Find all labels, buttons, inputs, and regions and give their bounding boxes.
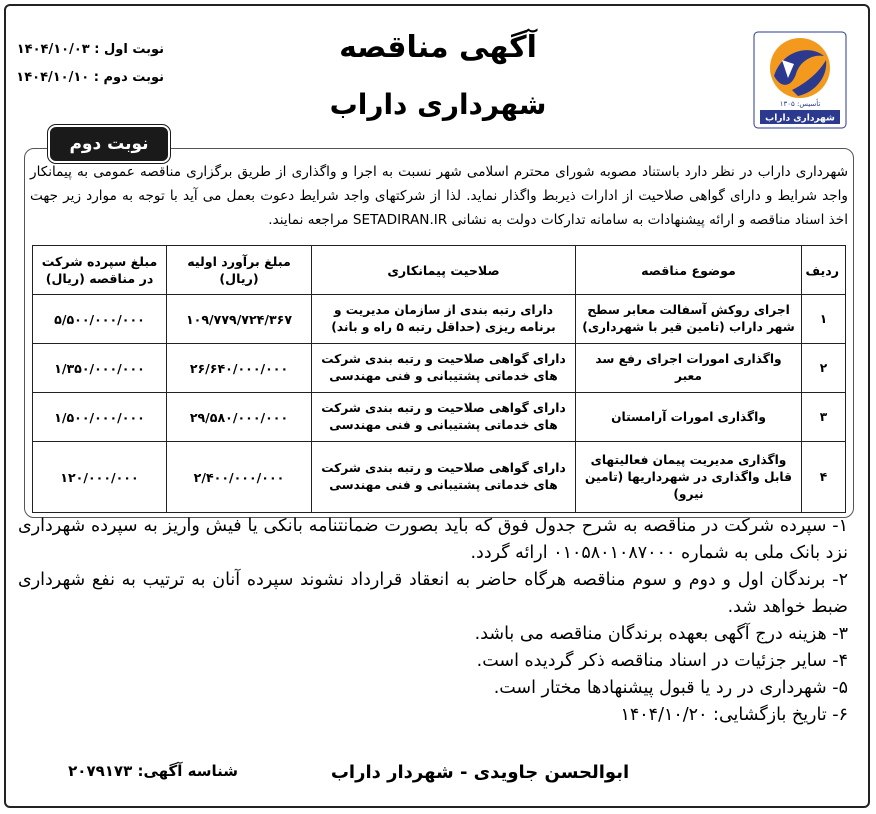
estimate-amount: ۲۹/۵۸۰/۰۰۰/۰۰۰ xyxy=(167,393,312,442)
deposit-amount: ۱/۳۵۰/۰۰۰/۰۰۰ xyxy=(33,344,167,393)
ad-id-label: شناسه آگهی: xyxy=(137,762,238,780)
col-header-subject: موضوع مناقصه xyxy=(576,246,802,295)
condition-item: ۶- تاریخ بازگشایی: ۱۴۰۴/۱۰/۲۰ xyxy=(620,705,848,725)
intro-paragraph: شهرداری داراب در نظر دارد باستناد مصوبه شورای محترم اسلامی شهر نسبت به اجرا و واگذاری از طریق برگزاری مناقصه عمومی به پیمانکار واجد شرایط و دارای گواهی صلاحیت از ادارات ذیربط واگذار نماید. لذا از شرکتهای واجد شرایط دعوت بعمل می آید با توجه به موارد زیر جهت اخذ اسناد مناقصه و ارائه پیشنهادات به سامانه تدارکات دولت به نشانی SETADIRAN.IR مراجعه نمایند. xyxy=(30,164,848,228)
condition-item: ۳- هزینه درج آگهی بعهده برندگان مناقصه می باشد. xyxy=(474,624,848,644)
deposit-amount: ۱/۵۰۰/۰۰۰/۰۰۰ xyxy=(33,393,167,442)
logo-founded-text: تأسیس: ۱۳۰۵ xyxy=(779,100,821,108)
ad-identifier xyxy=(38,762,238,780)
publication-dates xyxy=(14,36,164,92)
contractor-qualification: دارای گواهی صلاحیت و رتبه بندی شرکت های خدماتی پشتیبانی و فنی مهندسی xyxy=(312,442,576,513)
row-number: ۴ xyxy=(802,442,846,513)
round1-date: ۱۴۰۴/۱۰/۰۳ xyxy=(16,42,90,57)
condition-item: ۴- سایر جزئیات در اسناد مناقصه ذکر گردیده است. xyxy=(476,651,848,671)
tender-subject: اجرای روکش آسفالت معابر سطح شهر داراب (تامین قیر با شهرداری) xyxy=(576,295,802,344)
table-row xyxy=(33,344,846,393)
col-header-estimate: مبلغ برآورد اولیه (ریال) xyxy=(167,246,312,295)
municipality-logo xyxy=(752,30,848,130)
contractor-qualification: دارای رتبه بندی از سازمان مدیریت و برنامه ریزی (حداقل رتبه ۵ راه و باند) xyxy=(312,295,576,344)
table-header-row xyxy=(33,246,846,295)
row-number: ۳ xyxy=(802,393,846,442)
deposit-amount: ۱۲۰/۰۰۰/۰۰۰ xyxy=(33,442,167,513)
table-row xyxy=(33,295,846,344)
row-number: ۱ xyxy=(802,295,846,344)
condition-item: ۵- شهرداری در رد یا قبول پیشنهادها مختار است. xyxy=(493,678,848,698)
page-subtitle: شهرداری داراب xyxy=(329,88,547,121)
round2-label: نوبت دوم : xyxy=(93,70,164,85)
round2-row xyxy=(14,64,164,92)
conditions-list xyxy=(18,513,848,729)
contractor-qualification: دارای گواهی صلاحیت و رتبه بندی شرکت های خدماتی پشتیبانی و فنی مهندسی xyxy=(312,344,576,393)
col-header-qualification: صلاحیت پیمانکاری xyxy=(312,246,576,295)
table-row xyxy=(33,442,846,513)
deposit-amount: ۵/۵۰۰/۰۰۰/۰۰۰ xyxy=(33,295,167,344)
col-header-deposit: مبلغ سپرده شرکت در مناقصه (ریال) xyxy=(33,246,167,295)
estimate-amount: ۲۶/۶۴۰/۰۰۰/۰۰۰ xyxy=(167,344,312,393)
tender-subject: واگذاری مدیریت پیمان فعالیتهای قابل واگذاری در شهرداریها (تامین نیرو) xyxy=(576,442,802,513)
tender-subject: واگذاری امورات اجرای رفع سد معبر xyxy=(576,344,802,393)
logo-caption-text: شهرداری داراب xyxy=(765,113,835,124)
estimate-amount: ۲/۴۰۰/۰۰۰/۰۰۰ xyxy=(167,442,312,513)
ad-id-value: ۲۰۷۹۱۷۳ xyxy=(68,762,133,780)
condition-item: ۲- برندگان اول و دوم و سوم مناقصه هرگاه حاضر به انعقاد قرارداد نشوند سپرده آنان به ترتیب به نفع شهرداری ضبط خواهد شد. xyxy=(18,570,848,617)
round2-date: ۱۴۰۴/۱۰/۱۰ xyxy=(16,70,90,85)
row-number: ۲ xyxy=(802,344,846,393)
round1-label: نوبت اول : xyxy=(94,42,164,57)
table-row xyxy=(33,393,846,442)
condition-item: ۱- سپرده شرکت در مناقصه به شرح جدول فوق که باید بصورت ضمانتنامه بانکی یا فیش واریز به سپرده شهرداری نزد بانک ملی به شماره ۰۱۰۵۸۰۱۰۸۷۰۰۰ ارائه گردد. xyxy=(18,516,848,563)
col-header-row-number: ردیف xyxy=(802,246,846,295)
tender-subject: واگذاری امورات آرامستان xyxy=(576,393,802,442)
estimate-amount: ۱۰۹/۷۷۹/۷۲۴/۳۶۷ xyxy=(167,295,312,344)
tender-table xyxy=(32,245,846,513)
contractor-qualification: دارای گواهی صلاحیت و رتبه بندی شرکت های خدماتی پشتیبانی و فنی مهندسی xyxy=(312,393,576,442)
round-badge: نوبت دوم xyxy=(48,125,170,163)
round1-row xyxy=(14,36,164,64)
mayor-signature: ابوالحسن جاویدی - شهردار داراب xyxy=(330,762,630,783)
page-title: آگهی مناقصه xyxy=(339,30,537,65)
